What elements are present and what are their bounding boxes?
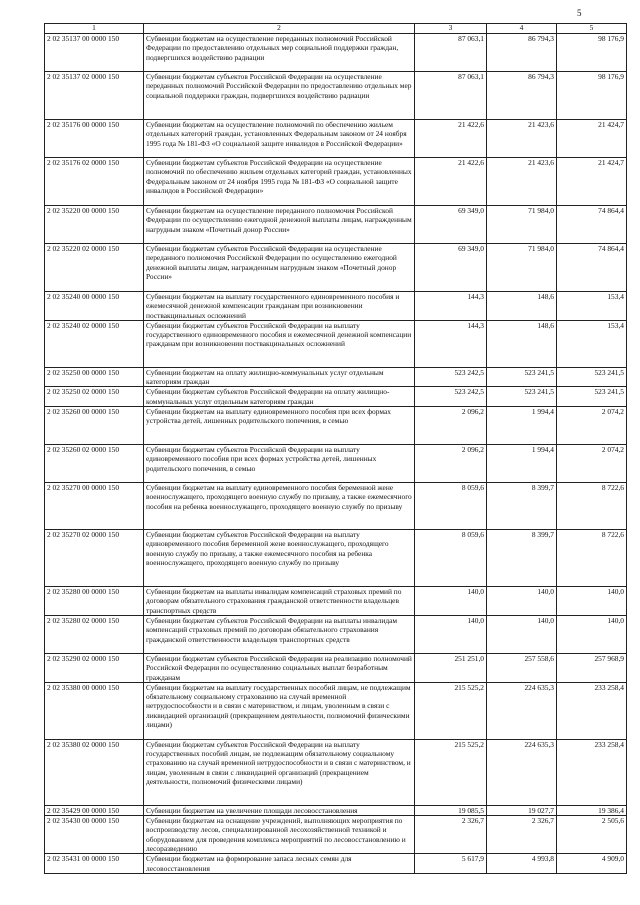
value-col4-cell: 21 423,6 bbox=[487, 158, 557, 206]
value-col4-cell: 19 027,7 bbox=[487, 805, 557, 815]
table-row bbox=[45, 805, 627, 815]
value-col3-cell: 215 525,2 bbox=[415, 682, 487, 739]
code-cell: 2 02 35137 00 0000 150 bbox=[45, 34, 144, 72]
value-col5-cell: 8 722,6 bbox=[557, 483, 627, 530]
name-cell: Субвенции бюджетам на осуществление переданных полномочий Российской Федерации по предоставлению отдельных мер социальной поддержки граждан, подвергшихся воздействию радиации bbox=[144, 34, 415, 72]
code-cell: 2 02 35220 02 0000 150 bbox=[45, 244, 144, 292]
value-col3-cell: 69 349,0 bbox=[415, 244, 487, 292]
value-col4-cell: 224 635,3 bbox=[487, 739, 557, 805]
table-row bbox=[45, 483, 627, 530]
value-col3-cell: 523 242,5 bbox=[415, 367, 487, 387]
code-cell: 2 02 35240 02 0000 150 bbox=[45, 320, 144, 367]
name-cell: Субвенции бюджетам на выплату государственного единовременного пособия и ежемесячной денежной компенсации гражданам при возникновении поствакцинальных осложнений bbox=[144, 292, 415, 321]
value-col3-cell: 8 059,6 bbox=[415, 530, 487, 587]
name-cell: Субвенции бюджетам на формирование запаса лесных семян для лесовосстановления bbox=[144, 854, 415, 874]
code-cell: 2 02 35280 02 0000 150 bbox=[45, 615, 144, 653]
name-cell: Субвенции бюджетам субъектов Российской Федерации на выплату единовременного пособия при всех формах устройства детей, лишенных родительского попечения, в семью bbox=[144, 445, 415, 483]
value-col4-cell: 148,6 bbox=[487, 320, 557, 367]
value-col3-cell: 523 242,5 bbox=[415, 387, 487, 407]
table-row bbox=[45, 72, 627, 120]
name-cell: Субвенции бюджетам на оснащение учреждений, выполняющих мероприятия по воспроизводству лесов, специализированной лесохозяйственной техникой и оборудованием для проведения комплекса мероприятий по лесовосстановлению и лесоразведению bbox=[144, 816, 415, 854]
code-cell: 2 02 35137 02 0000 150 bbox=[45, 72, 144, 120]
table-row bbox=[45, 206, 627, 244]
value-col4-cell: 257 558,6 bbox=[487, 653, 557, 682]
value-col5-cell: 233 258,4 bbox=[557, 739, 627, 805]
table-row bbox=[45, 292, 627, 321]
value-col4-cell: 8 399,7 bbox=[487, 483, 557, 530]
code-cell: 2 02 35280 00 0000 150 bbox=[45, 587, 144, 616]
value-col4-cell: 8 399,7 bbox=[487, 530, 557, 587]
table-row bbox=[45, 615, 627, 653]
table-row bbox=[45, 407, 627, 445]
table-row bbox=[45, 816, 627, 854]
value-col3-cell: 2 096,2 bbox=[415, 407, 487, 445]
value-col5-cell: 74 864,4 bbox=[557, 206, 627, 244]
value-col3-cell: 21 422,6 bbox=[415, 158, 487, 206]
name-cell: Субвенции бюджетам на выплату государственных пособий лицам, не подлежащим обязательному социальному страхованию на случай временной нетрудоспособности и в связи с материнством, и лицам, уволенным в связи с ликвидацией организаций (прекращением деятельности, полномочий физическими лицами) bbox=[144, 682, 415, 739]
page-number: 5 bbox=[577, 8, 582, 18]
code-cell: 2 02 35260 00 0000 150 bbox=[45, 407, 144, 445]
code-cell: 2 02 35429 00 0000 150 bbox=[45, 805, 144, 815]
value-col4-cell: 1 994,4 bbox=[487, 445, 557, 483]
value-col4-cell: 86 794,3 bbox=[487, 72, 557, 120]
value-col3-cell: 5 617,9 bbox=[415, 854, 487, 874]
name-cell: Субвенции бюджетам на выплату единовременного пособия беременной жене военнослужащего, проходящего военную службу по призыву, а также ежемесячного пособия на ребенка военнослужащего, проходящего военную службу по призыву bbox=[144, 483, 415, 530]
value-col4-cell: 224 635,3 bbox=[487, 682, 557, 739]
value-col5-cell: 140,0 bbox=[557, 615, 627, 653]
table-row bbox=[45, 530, 627, 587]
value-col3-cell: 140,0 bbox=[415, 587, 487, 616]
value-col4-cell: 140,0 bbox=[487, 587, 557, 616]
code-cell: 2 02 35240 00 0000 150 bbox=[45, 292, 144, 321]
column-number-row bbox=[45, 24, 627, 34]
value-col5-cell: 74 864,4 bbox=[557, 244, 627, 292]
code-cell: 2 02 35250 02 0000 150 bbox=[45, 387, 144, 407]
value-col4-cell: 2 326,7 bbox=[487, 816, 557, 854]
value-col5-cell: 8 722,6 bbox=[557, 530, 627, 587]
column-number: 4 bbox=[487, 24, 557, 34]
table-row bbox=[45, 653, 627, 682]
table-row bbox=[45, 682, 627, 739]
value-col4-cell: 71 984,0 bbox=[487, 206, 557, 244]
value-col3-cell: 140,0 bbox=[415, 615, 487, 653]
value-col5-cell: 2 074,2 bbox=[557, 407, 627, 445]
value-col4-cell: 4 993,8 bbox=[487, 854, 557, 874]
value-col3-cell: 21 422,6 bbox=[415, 120, 487, 158]
value-col5-cell: 2 505,6 bbox=[557, 816, 627, 854]
value-col3-cell: 2 096,2 bbox=[415, 445, 487, 483]
column-number: 3 bbox=[415, 24, 487, 34]
value-col4-cell: 1 994,4 bbox=[487, 407, 557, 445]
table-row bbox=[45, 320, 627, 367]
code-cell: 2 02 35220 00 0000 150 bbox=[45, 206, 144, 244]
table-row bbox=[45, 587, 627, 616]
value-col5-cell: 98 176,9 bbox=[557, 34, 627, 72]
name-cell: Субвенции бюджетам субъектов Российской Федерации на выплату государственного единовременного пособия и ежемесячной денежной компенсации гражданам при возникновении поствакцинальных осложнений bbox=[144, 320, 415, 367]
table-row bbox=[45, 120, 627, 158]
column-number: 5 bbox=[557, 24, 627, 34]
value-col3-cell: 19 085,5 bbox=[415, 805, 487, 815]
value-col4-cell: 523 241,5 bbox=[487, 367, 557, 387]
value-col3-cell: 215 525,2 bbox=[415, 739, 487, 805]
value-col3-cell: 2 326,7 bbox=[415, 816, 487, 854]
name-cell: Субвенции бюджетам на осуществление полномочий по обеспечению жильем отдельных категорий граждан, установленных Федеральным законом от 24 ноября 1995 года № 181-ФЗ «О социальной защите инвалидов в Российской Федерации» bbox=[144, 120, 415, 158]
name-cell: Субвенции бюджетам субъектов Российской Федерации на осуществление полномочий по обеспечению жильем отдельных категорий граждан, установленных Федеральным законом от 24 ноября 1995 года № 181-ФЗ «О социальной защите инвалидов в Российской Федерации» bbox=[144, 158, 415, 206]
value-col3-cell: 69 349,0 bbox=[415, 206, 487, 244]
name-cell: Субвенции бюджетам субъектов Российской Федерации на оплату жилищно-коммунальных услуг отдельным категориям граждан bbox=[144, 387, 415, 407]
name-cell: Субвенции бюджетам субъектов Российской Федерации на выплаты инвалидам компенсаций страховых премий по договорам обязательного страхования гражданской ответственности владельцев транспортных средств bbox=[144, 615, 415, 653]
value-col5-cell: 523 241,5 bbox=[557, 387, 627, 407]
name-cell: Субвенции бюджетам субъектов Российской Федерации на реализацию полномочий Российской Федерации по осуществлению социальных выплат безработным гражданам bbox=[144, 653, 415, 682]
table-row bbox=[45, 367, 627, 387]
budget-table bbox=[44, 23, 627, 874]
column-number: 1 bbox=[45, 24, 144, 34]
name-cell: Субвенции бюджетам на выплаты инвалидам компенсаций страховых премий по договорам обязательного страхования гражданской ответственности владельцев транспортных средств bbox=[144, 587, 415, 616]
value-col5-cell: 21 424,7 bbox=[557, 120, 627, 158]
value-col5-cell: 21 424,7 bbox=[557, 158, 627, 206]
value-col5-cell: 4 909,0 bbox=[557, 854, 627, 874]
value-col4-cell: 148,6 bbox=[487, 292, 557, 321]
name-cell: Субвенции бюджетам субъектов Российской Федерации на осуществление переданных полномочий Российской Федерации по предоставлению отдельных мер социальной поддержки граждан, подвергшихся воздействию радиации bbox=[144, 72, 415, 120]
code-cell: 2 02 35270 00 0000 150 bbox=[45, 483, 144, 530]
value-col3-cell: 144,3 bbox=[415, 292, 487, 321]
value-col5-cell: 98 176,9 bbox=[557, 72, 627, 120]
table-row bbox=[45, 244, 627, 292]
value-col5-cell: 523 241,5 bbox=[557, 367, 627, 387]
name-cell: Субвенции бюджетам на осуществление переданного полномочия Российской Федерации по осуществлению ежегодной денежной выплаты лицам, награжденным нагрудным знаком «Почетный донор России» bbox=[144, 206, 415, 244]
column-number: 2 bbox=[144, 24, 415, 34]
value-col4-cell: 21 423,6 bbox=[487, 120, 557, 158]
name-cell: Субвенции бюджетам на выплату единовременного пособия при всех формах устройства детей, лишенных родительского попечения, в семью bbox=[144, 407, 415, 445]
code-cell: 2 02 35431 00 0000 150 bbox=[45, 854, 144, 874]
name-cell: Субвенции бюджетам на увеличение площади лесовосстановления bbox=[144, 805, 415, 815]
value-col5-cell: 2 074,2 bbox=[557, 445, 627, 483]
code-cell: 2 02 35290 02 0000 150 bbox=[45, 653, 144, 682]
value-col3-cell: 144,3 bbox=[415, 320, 487, 367]
name-cell: Субвенции бюджетам субъектов Российской Федерации на выплату государственных пособий лицам, не подлежащим обязательному социальному страхованию на случай временной нетрудоспособности и в связи с материнством, и лицам, уволенным в связи с ликвидацией организаций (прекращением деятельности, полномочий физическими лицами) bbox=[144, 739, 415, 805]
value-col4-cell: 523 241,5 bbox=[487, 387, 557, 407]
value-col4-cell: 140,0 bbox=[487, 615, 557, 653]
code-cell: 2 02 35176 00 0000 150 bbox=[45, 120, 144, 158]
name-cell: Субвенции бюджетам на оплату жилищно-коммунальных услуг отдельным категориям граждан bbox=[144, 367, 415, 387]
value-col3-cell: 87 063,1 bbox=[415, 72, 487, 120]
value-col3-cell: 251 251,0 bbox=[415, 653, 487, 682]
value-col3-cell: 87 063,1 bbox=[415, 34, 487, 72]
value-col5-cell: 233 258,4 bbox=[557, 682, 627, 739]
table-row bbox=[45, 34, 627, 72]
table-row bbox=[45, 445, 627, 483]
name-cell: Субвенции бюджетам субъектов Российской Федерации на осуществление переданного полномочия Российской Федерации по осуществлению ежегодной денежной выплаты лицам, награжденным нагрудным знаком «Почетный донор России» bbox=[144, 244, 415, 292]
code-cell: 2 02 35380 02 0000 150 bbox=[45, 739, 144, 805]
value-col4-cell: 86 794,3 bbox=[487, 34, 557, 72]
code-cell: 2 02 35250 00 0000 150 bbox=[45, 367, 144, 387]
value-col5-cell: 257 968,9 bbox=[557, 653, 627, 682]
code-cell: 2 02 35430 00 0000 150 bbox=[45, 816, 144, 854]
table-row bbox=[45, 387, 627, 407]
value-col5-cell: 153,4 bbox=[557, 320, 627, 367]
value-col3-cell: 8 059,6 bbox=[415, 483, 487, 530]
code-cell: 2 02 35270 02 0000 150 bbox=[45, 530, 144, 587]
table-row bbox=[45, 739, 627, 805]
name-cell: Субвенции бюджетам субъектов Российской Федерации на выплату единовременного пособия беременной жене военнослужащего, проходящего военную службу по призыву, а также ежемесячного пособия на ребенка военнослужащего, проходящего военную службу по призыву bbox=[144, 530, 415, 587]
table-row bbox=[45, 158, 627, 206]
value-col5-cell: 153,4 bbox=[557, 292, 627, 321]
code-cell: 2 02 35260 02 0000 150 bbox=[45, 445, 144, 483]
value-col5-cell: 140,0 bbox=[557, 587, 627, 616]
table-row bbox=[45, 854, 627, 874]
value-col5-cell: 19 386,4 bbox=[557, 805, 627, 815]
code-cell: 2 02 35380 00 0000 150 bbox=[45, 682, 144, 739]
value-col4-cell: 71 984,0 bbox=[487, 244, 557, 292]
code-cell: 2 02 35176 02 0000 150 bbox=[45, 158, 144, 206]
